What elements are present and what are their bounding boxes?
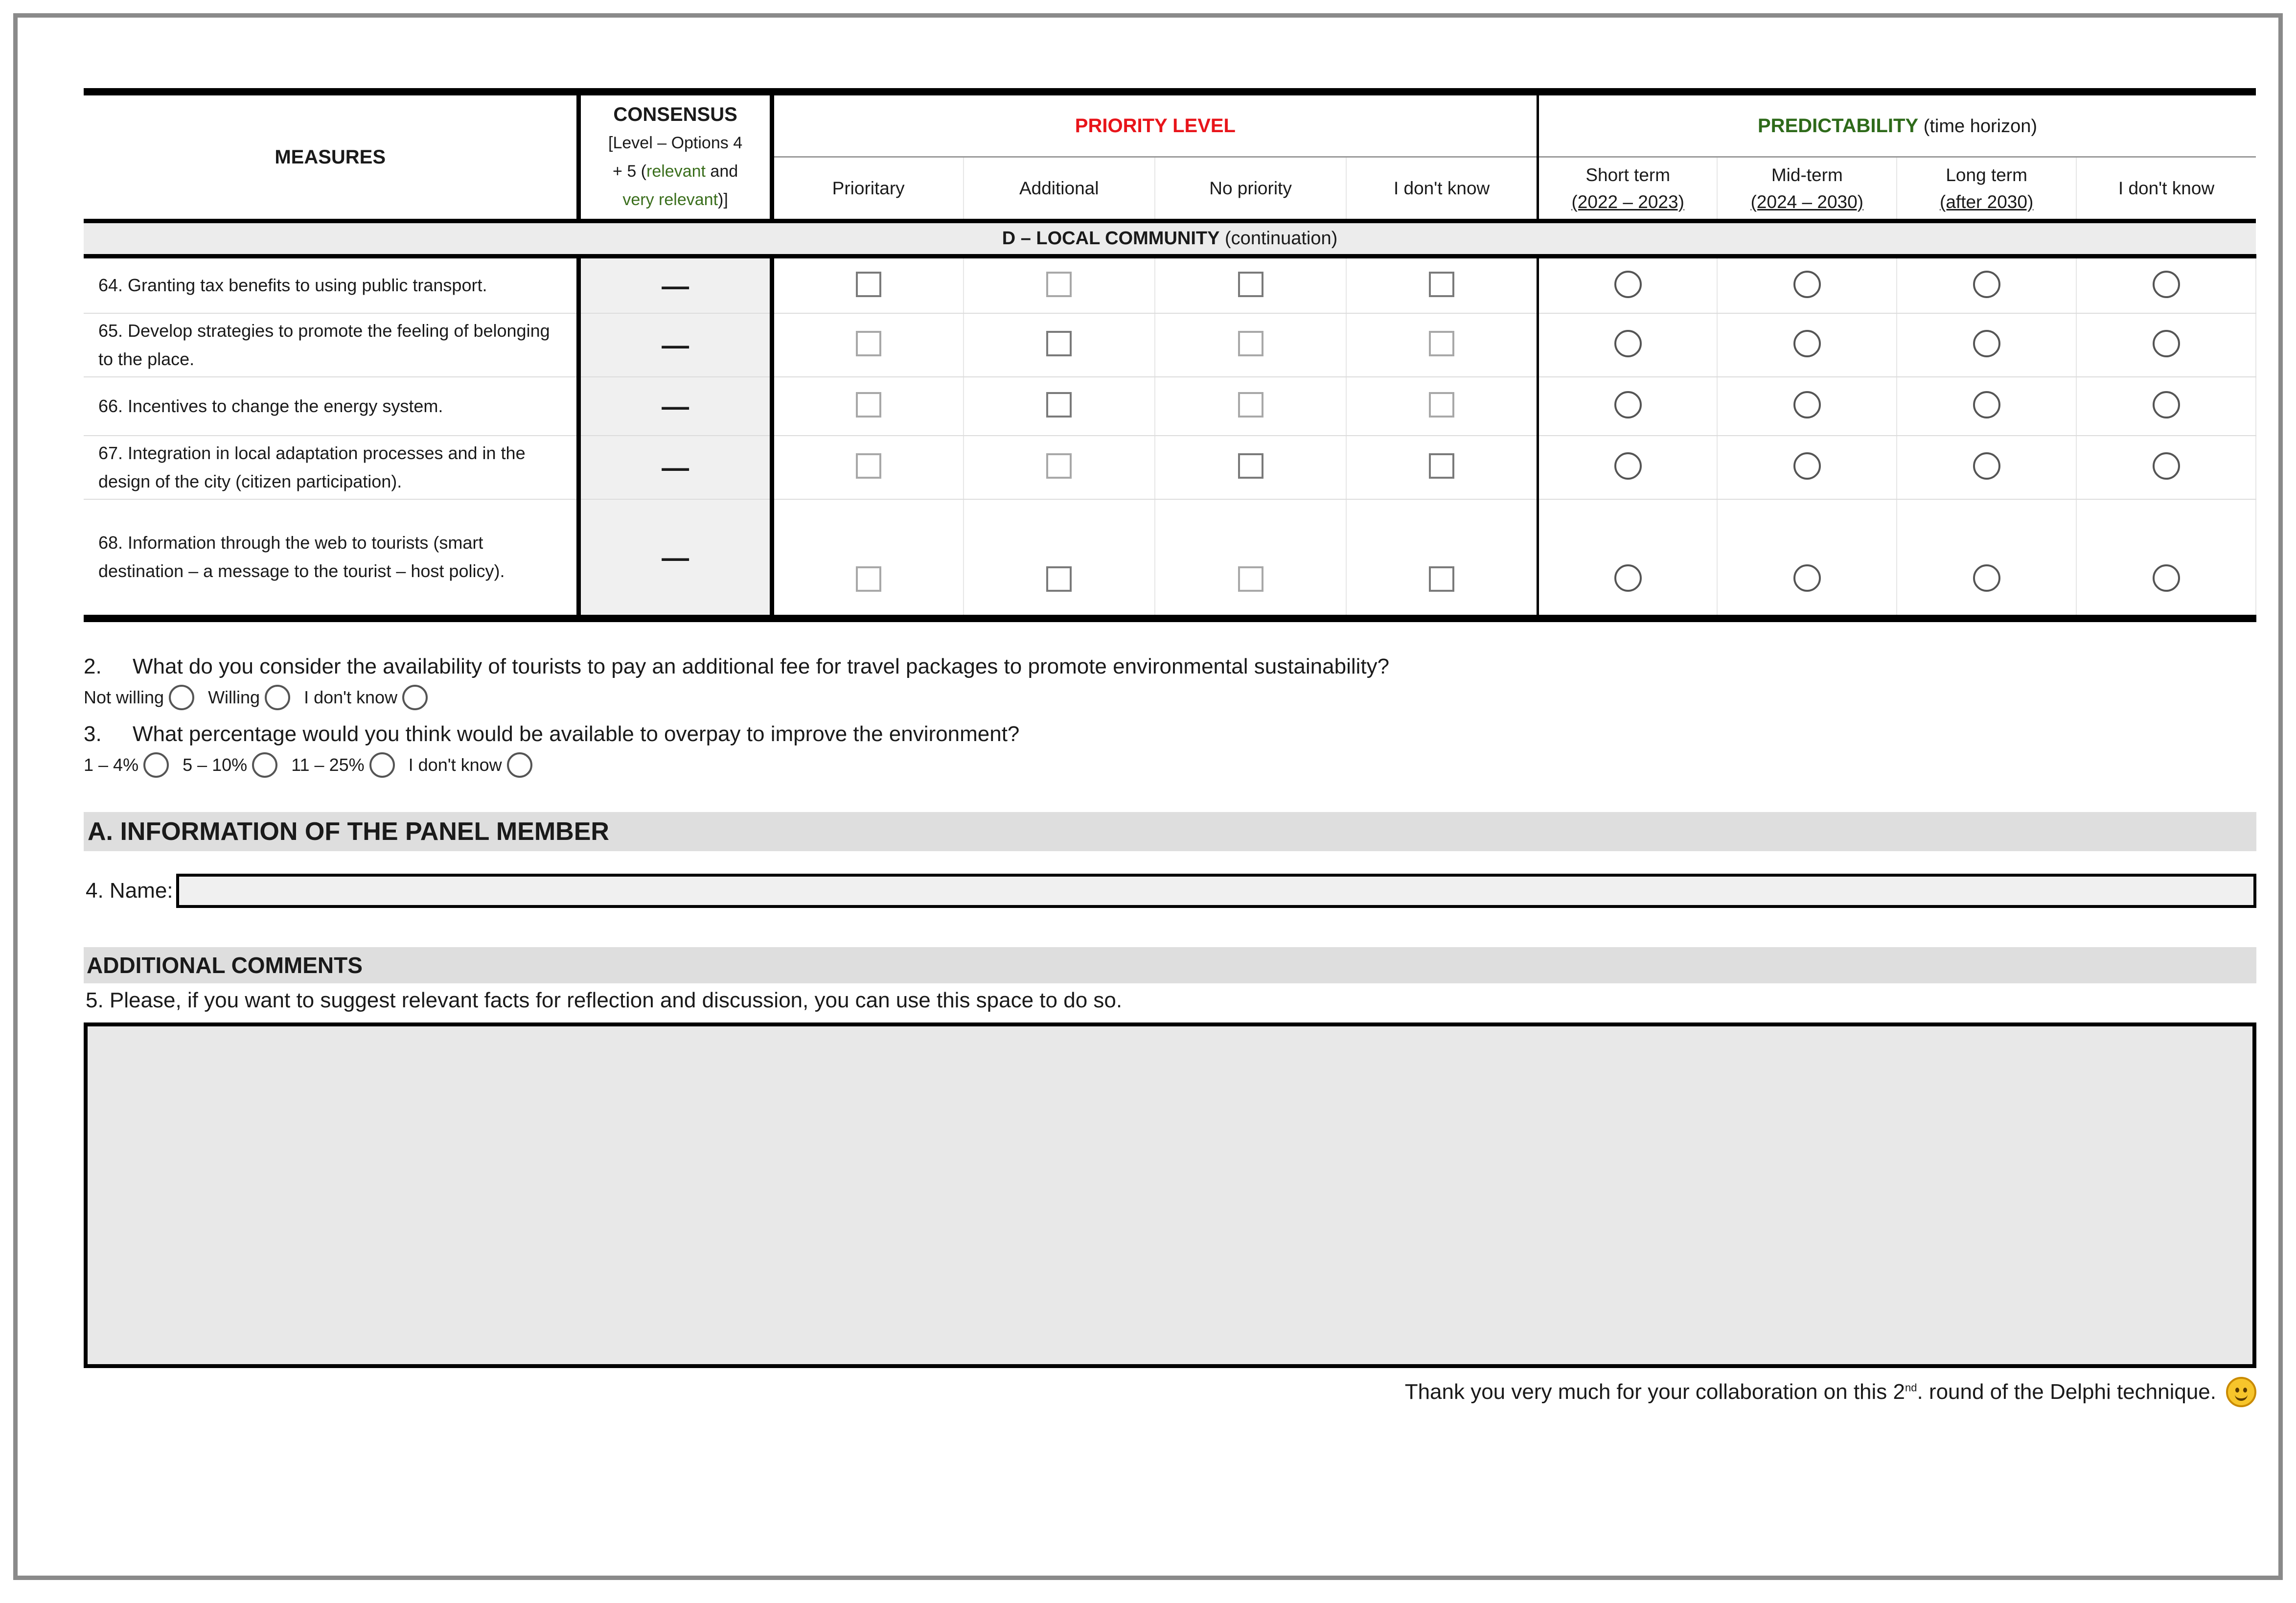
q2-dont-know-radio[interactable]	[402, 685, 428, 710]
smiley-icon	[2226, 1377, 2256, 1407]
measure-text: 66. Incentives to change the energy system.	[84, 377, 579, 436]
thanks-note	[84, 1377, 2256, 1407]
name-label: 4. Name:	[86, 879, 173, 903]
short-term-radio[interactable]	[1614, 391, 1642, 418]
question-3-text: What percentage would you think would be available to overpay to improve the environment?	[133, 722, 1020, 746]
consensus-value: —	[579, 313, 772, 377]
question-2-text: What do you consider the availability of tourists to pay an additional fee for travel packages to promote environmental sustainability?	[133, 654, 1390, 678]
priority-dont-know-checkbox[interactable]	[1429, 566, 1454, 592]
measure-text: 64. Granting tax benefits to using public transport.	[84, 256, 579, 313]
table-row	[84, 436, 2256, 499]
q3-dont-know-radio[interactable]	[507, 752, 532, 778]
q3-1-4-radio[interactable]	[143, 752, 169, 778]
thanks-pre: Thank you very much for your collaboration on this 2	[1404, 1380, 1905, 1404]
consensus-line2-pre: + 5 (	[613, 162, 646, 181]
long-term-radio[interactable]	[1973, 391, 2000, 418]
mid-term-radio[interactable]	[1793, 271, 1821, 298]
short-term-radio[interactable]	[1614, 564, 1642, 592]
question-3-options	[84, 752, 2256, 778]
col-long-term	[1897, 157, 2076, 221]
panel-member-section-title: A. INFORMATION OF THE PANEL MEMBER	[84, 812, 2256, 851]
additional-checkbox[interactable]	[1046, 566, 1072, 592]
consensus-value: —	[579, 377, 772, 436]
col-long-term-label: Long term	[1946, 164, 2027, 185]
predictability-title: PREDICTABILITY	[1758, 115, 1919, 137]
section-band	[84, 221, 2256, 256]
predict-dont-know-radio[interactable]	[2153, 271, 2180, 298]
q2-option-not-willing[interactable]	[84, 685, 194, 710]
mid-term-radio[interactable]	[1793, 452, 1821, 480]
no-priority-checkbox[interactable]	[1238, 392, 1263, 418]
additional-checkbox[interactable]	[1046, 272, 1072, 297]
col-mid-term-label: Mid-term	[1771, 164, 1843, 185]
priority-dont-know-checkbox[interactable]	[1429, 453, 1454, 479]
short-term-radio[interactable]	[1614, 271, 1642, 298]
no-priority-checkbox[interactable]	[1238, 566, 1263, 592]
q2-option-willing[interactable]	[208, 685, 290, 710]
q3-option-label: 5 – 10%	[183, 755, 248, 775]
prioritary-checkbox[interactable]	[856, 453, 881, 479]
question-3	[84, 722, 2256, 746]
measure-text: 68. Information through the web to tourists (smart destination – a message to the tourist – host policy).	[84, 499, 579, 619]
predictability-subtitle: (time horizon)	[1918, 116, 2037, 137]
consensus-very-relevant: very relevant	[622, 190, 718, 209]
short-term-radio[interactable]	[1614, 452, 1642, 480]
question-2-options	[84, 685, 2256, 710]
question-2	[84, 654, 2256, 679]
q2-option-label: Willing	[208, 687, 260, 707]
q3-option-1-4[interactable]	[84, 752, 169, 778]
priority-dont-know-checkbox[interactable]	[1429, 272, 1454, 297]
q3-option-label: 1 – 4%	[84, 755, 139, 775]
consensus-line1: [Level – Options 4	[608, 134, 743, 152]
prioritary-checkbox[interactable]	[856, 331, 881, 356]
q2-not-willing-radio[interactable]	[169, 685, 194, 710]
consensus-close: )]	[718, 190, 728, 209]
priority-dont-know-checkbox[interactable]	[1429, 392, 1454, 418]
q3-option-11-25[interactable]	[291, 752, 394, 778]
thanks-sup: nd	[1905, 1381, 1917, 1394]
page-frame	[13, 13, 2283, 1580]
col-priority-dont-know: I don't know	[1346, 157, 1538, 221]
mid-term-radio[interactable]	[1793, 391, 1821, 418]
additional-checkbox[interactable]	[1046, 453, 1072, 479]
comments-textarea[interactable]	[84, 1022, 2256, 1368]
measures-table	[84, 88, 2256, 622]
measure-text: 67. Integration in local adaptation processes and in the design of the city (citizen participation).	[84, 436, 579, 499]
mid-term-radio[interactable]	[1793, 330, 1821, 357]
predict-dont-know-radio[interactable]	[2153, 330, 2180, 357]
q2-option-label: Not willing	[84, 687, 164, 707]
no-priority-checkbox[interactable]	[1238, 331, 1263, 356]
no-priority-checkbox[interactable]	[1238, 453, 1263, 479]
q2-option-label: I don't know	[304, 687, 398, 707]
col-predict-dont-know: I don't know	[2076, 157, 2256, 221]
predict-dont-know-radio[interactable]	[2153, 452, 2180, 480]
consensus-value: —	[579, 499, 772, 619]
measures-header: MEASURES	[84, 95, 579, 221]
consensus-header	[579, 95, 772, 221]
thanks-post: . round of the Delphi technique.	[1917, 1380, 2216, 1404]
col-mid-term-range: (2024 – 2030)	[1750, 191, 1863, 212]
question-3-number: 3.	[84, 722, 102, 746]
q3-option-label: 11 – 25%	[291, 755, 365, 775]
short-term-radio[interactable]	[1614, 330, 1642, 357]
q2-option-dont-know[interactable]	[304, 685, 428, 710]
predict-dont-know-radio[interactable]	[2153, 391, 2180, 418]
measure-text: 65. Develop strategies to promote the feeling of belonging to the place.	[84, 313, 579, 377]
q3-11-25-radio[interactable]	[369, 752, 395, 778]
long-term-radio[interactable]	[1973, 452, 2000, 480]
additional-checkbox[interactable]	[1046, 331, 1072, 356]
q2-willing-radio[interactable]	[265, 685, 290, 710]
mid-term-radio[interactable]	[1793, 564, 1821, 592]
table-row	[84, 256, 2256, 313]
predict-dont-know-radio[interactable]	[2153, 564, 2180, 592]
additional-checkbox[interactable]	[1046, 392, 1072, 418]
table-row	[84, 377, 2256, 436]
predictability-header	[1538, 95, 2256, 157]
col-no-priority: No priority	[1155, 157, 1346, 221]
name-row	[84, 874, 2256, 908]
q3-option-dont-know[interactable]	[409, 752, 532, 778]
table-row	[84, 313, 2256, 377]
long-term-radio[interactable]	[1973, 564, 2000, 592]
question-2-number: 2.	[84, 654, 102, 678]
col-long-term-range: (after 2030)	[1940, 191, 2034, 212]
col-short-term-range: (2022 – 2023)	[1571, 191, 1684, 212]
consensus-relevant: relevant	[646, 162, 706, 181]
form-content	[84, 88, 2256, 1407]
prioritary-checkbox[interactable]	[856, 566, 881, 592]
q3-option-label: I don't know	[408, 755, 502, 775]
q3-5-10-radio[interactable]	[252, 752, 277, 778]
consensus-title: CONSENSUS	[613, 104, 737, 125]
priority-level-header: PRIORITY LEVEL	[772, 95, 1538, 157]
prioritary-checkbox[interactable]	[856, 392, 881, 418]
consensus-line2-post: and	[705, 162, 738, 181]
col-mid-term	[1717, 157, 1897, 221]
col-prioritary: Prioritary	[772, 157, 963, 221]
section-band-title: D – LOCAL COMMUNITY	[1002, 228, 1220, 249]
consensus-value: —	[579, 256, 772, 313]
consensus-value: —	[579, 436, 772, 499]
additional-comments-title: ADDITIONAL COMMENTS	[84, 947, 2256, 983]
prioritary-checkbox[interactable]	[856, 272, 881, 297]
col-short-term	[1538, 157, 1718, 221]
q3-option-5-10[interactable]	[183, 752, 277, 778]
section-band-subtitle: (continuation)	[1219, 228, 1338, 249]
comments-prompt: 5. Please, if you want to suggest relevant facts for reflection and discussion, you can use this space to do so.	[86, 988, 1123, 1012]
name-input[interactable]	[176, 874, 2256, 908]
col-additional: Additional	[964, 157, 1155, 221]
thanks-text	[1405, 1380, 2216, 1404]
table-row	[84, 499, 2256, 619]
long-term-radio[interactable]	[1973, 330, 2000, 357]
long-term-radio[interactable]	[1973, 271, 2000, 298]
col-short-term-label: Short term	[1585, 164, 1671, 185]
no-priority-checkbox[interactable]	[1238, 272, 1263, 297]
priority-dont-know-checkbox[interactable]	[1429, 331, 1454, 356]
